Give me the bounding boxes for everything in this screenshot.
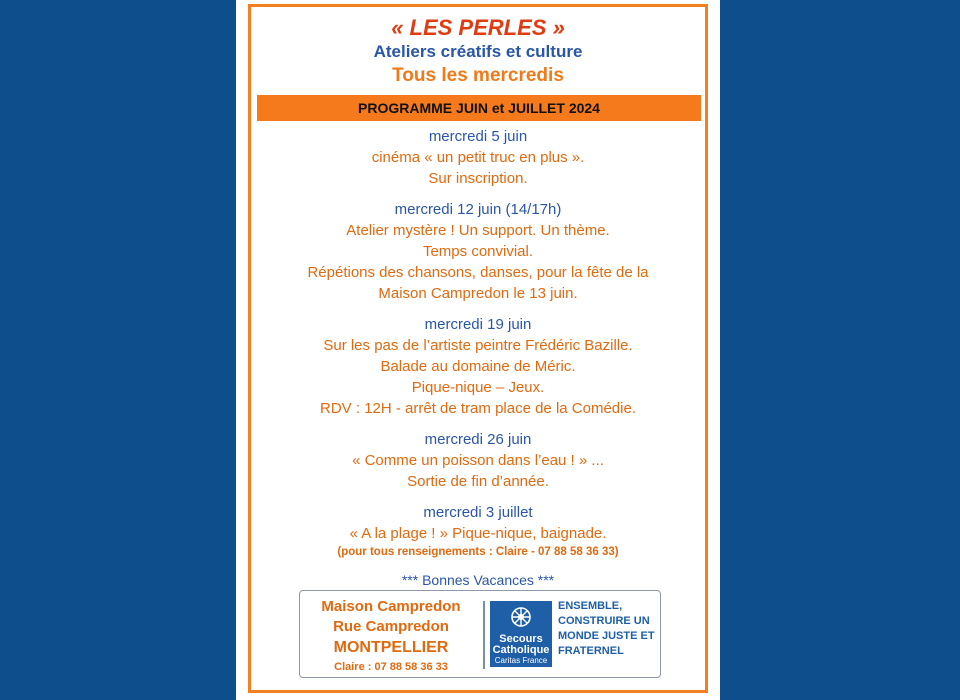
flyer-content	[251, 7, 705, 590]
divider	[483, 601, 485, 669]
event-line: Balade au domaine de Méric.	[380, 358, 576, 375]
event-5	[251, 503, 705, 560]
flyer-title: « LES PERLES »	[391, 15, 565, 40]
logo-name-1: Secours	[499, 633, 543, 645]
address-line1: Maison Campredon	[321, 598, 461, 615]
event-line: Maison Campredon le 13 juin.	[378, 285, 578, 302]
event-date: mercredi 26 juin	[424, 431, 532, 448]
event-line: « A la plage ! » Pique-nique, baignade.	[349, 525, 607, 542]
event-line: Sortie de fin d’année.	[407, 473, 549, 490]
event-date: mercredi 19 juin	[424, 316, 532, 333]
event-line: Répétions des chansons, danses, pour la fête de la	[307, 264, 649, 281]
secours-catholique-cross-icon	[508, 605, 534, 629]
address-box	[299, 590, 661, 678]
event-4	[251, 430, 705, 492]
event-1	[251, 127, 705, 189]
event-3	[251, 315, 705, 419]
program-banner: PROGRAMME JUIN et JUILLET 2024	[257, 95, 701, 121]
event-line: RDV : 12H - arrêt de tram place de la Comédie.	[320, 400, 636, 417]
secours-catholique-logo	[490, 601, 552, 667]
event-date: mercredi 3 juillet	[423, 504, 533, 521]
address-phone: Claire : 07 88 58 36 33	[334, 661, 448, 673]
vacances-text: *** Bonnes Vacances ***	[401, 572, 555, 588]
event-line: Temps convivial.	[422, 243, 534, 260]
event-line: Pique-nique – Jeux.	[411, 379, 545, 396]
event-date: mercredi 5 juin	[428, 128, 528, 145]
event-line: Sur inscription.	[428, 170, 528, 187]
address-city: MONTPELLIER	[333, 639, 449, 656]
logo-slogan: ENSEMBLE, CONSTRUIRE UN MONDE JUSTE ET FRATERNEL	[558, 600, 655, 657]
logo-name-2: Catholique	[492, 644, 550, 656]
flyer-subtitle: Ateliers créatifs et culture	[373, 42, 583, 61]
event-line: cinéma « un petit truc en plus ».	[371, 149, 585, 166]
event-date: mercredi 12 juin (14/17h)	[394, 201, 562, 218]
event-line: Atelier mystère ! Un support. Un thème.	[346, 222, 610, 239]
flyer-frequency: Tous les mercredis	[392, 65, 564, 86]
contact-note: (pour tous renseignements : Claire - 07 88 58 36 33)	[337, 546, 619, 558]
event-line: « Comme un poisson dans l’eau ! » ...	[352, 452, 604, 469]
address-line2: Rue Campredon	[333, 618, 449, 635]
event-line: Sur les pas de l’artiste peintre Frédéric Bazille.	[323, 337, 633, 354]
event-2	[251, 200, 705, 304]
address-block	[300, 597, 482, 675]
logo-name-3: Caritas France	[494, 656, 548, 665]
